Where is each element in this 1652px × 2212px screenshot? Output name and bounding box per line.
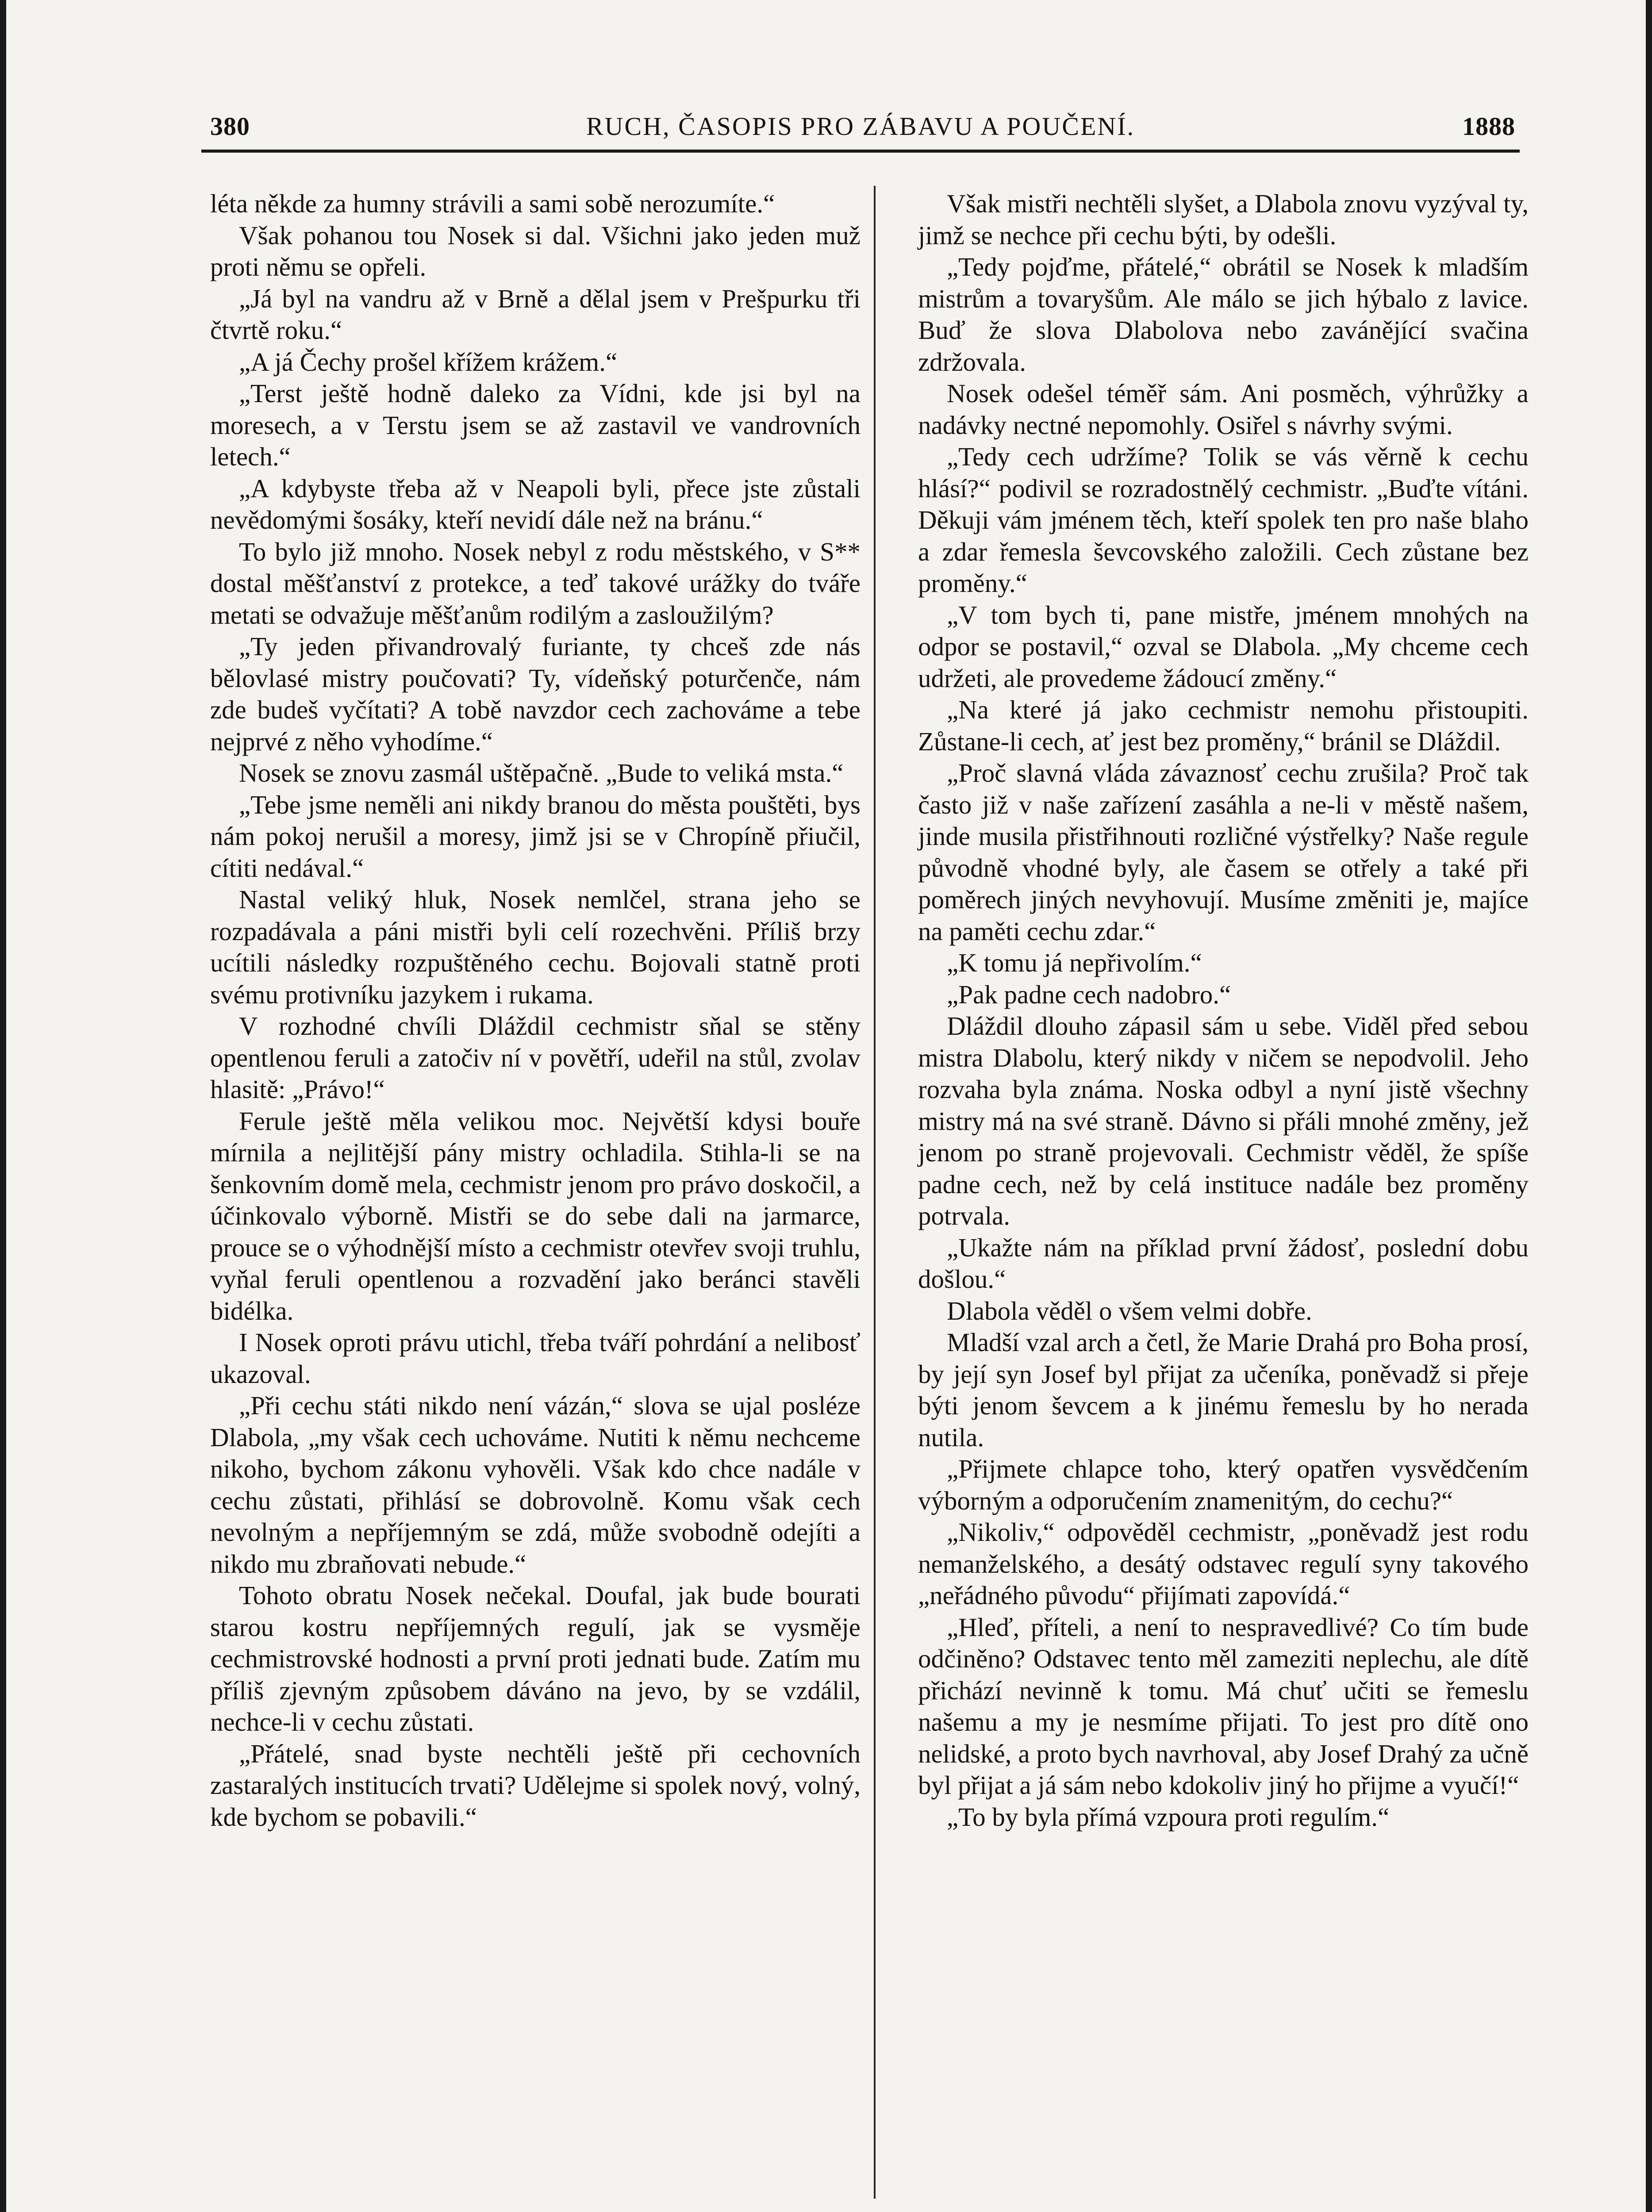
paragraph: I Nosek oproti právu utichl, třeba tváří pohrdání a nelibosť ukazoval. xyxy=(210,1328,861,1389)
paragraph: Ferule ještě měla velikou moc. Největší kdysi bouře mírnila a nejlitější pány mistry ochladila. Stihla-li se na šenkovním domě mela, cechmistr jenom pro právo doskočil, a účinkovalo výborně. Mistři se do sebe dali na jarmarce, prouce se o výhodnější místo a cechmistr otevřev svoji truhlu, vyňal feruli opentlenou a rozvadění jako beránci stavěli bidélka. xyxy=(210,1106,861,1325)
paragraph: „Ukažte nám na příklad první žádosť, poslední dobu došlou.“ xyxy=(918,1233,1529,1294)
paragraph: To bylo již mnoho. Nosek nebyl z rodu městského, v S** dostal měšťanství z protekce, a teď takové urážky do tváře metati se odvažuje měšťanům rodilým a zasloužilým? xyxy=(210,537,861,630)
paragraph: „Proč slavná vláda závaznosť cechu zrušila? Proč tak často již v naše zařízení zasáhla a ne-li v městě našem, jinde musila přistřihnouti rozličné výstřelky? Naše regule původně vhodné byly, ale časem se otřely a také při poměrech jiných nevyhovují. Musíme změniti je, majíce na paměti cechu zdar.“ xyxy=(918,758,1529,946)
paragraph: „A kdybyste třeba až v Neapoli byli, přece jste zůstali nevědomými šosáky, kteří nevidí dále než na bránu.“ xyxy=(210,473,861,534)
page-number: 380 xyxy=(210,112,250,141)
paragraph: „V tom bych ti, pane mistře, jménem mnohých na odpor se postavil,“ ozval se Dlabola. „My chceme cech udržeti, ale provedeme žádoucí změny.“ xyxy=(918,600,1529,693)
paragraph: „K tomu já nepřivolím.“ xyxy=(947,948,1202,977)
paragraph: „Nikoliv,“ odpověděl cechmistr, „poněvadž jest rodu nemanželského, a desátý odstavec regulí syny takového „neřádného původu“ přijímati zapovídá.“ xyxy=(918,1517,1529,1610)
right-column xyxy=(918,188,1529,1833)
paragraph: V rozhodné chvíli Dláždil cechmistr sňal se stěny opentlenou feruli a zatočiv ní v povětří, udeřil na stůl, zvolav hlasitě: „Právo!“ xyxy=(210,1011,861,1104)
paragraph: Nastal veliký hluk, Nosek nemlčel, strana jeho se rozpadávala a páni mistři byli celí rozechvěni. Příliš brzy ucítili následky rozpuštěného cechu. Bojovali statně proti svému protivníku jazykem i rukama. xyxy=(210,885,861,1009)
paragraph: Však pohanou tou Nosek si dal. Všichni jako jeden muž proti němu se opřeli. xyxy=(210,220,861,281)
running-header xyxy=(201,111,1520,160)
paragraph: „Ty jeden přivandrovalý furiante, ty chceš zde nás bělovlasé mistry poučovati? Ty, vídeňský poturčenče, nám zde budeš vyčítati? A tobě navzdor cech zachováme a tebe nejprvé z něho vyhodíme.“ xyxy=(210,632,861,756)
column-divider xyxy=(874,186,876,2199)
paragraph: „Terst ještě hodně daleko za Vídni, kde jsi byl na moresech, a v Terstu jsem se až zastavil ve vandrovních letech.“ xyxy=(210,379,861,471)
paragraph: léta někde za humny strávili a sami sobě nerozumíte.“ xyxy=(210,189,775,218)
paragraph: Dláždil dlouho zápasil sám u sebe. Viděl před sebou mistra Dlabolu, který nikdy v ničem se nepodvolil. Jeho rozvaha byla známa. Noska odbyl a nyní jistě všechny mistry má na své straně. Dávno si přáli mnohé změny, jež jenom po straně projevovali. Cechmistr věděl, že spíše padne cech, než by celá instituce nadále bez proměny potrvala. xyxy=(918,1011,1529,1230)
paragraph: Nosek odešel téměř sám. Ani posměch, výhrůžky a nadávky nectné nepomohly. Osiřel s návrhy svými. xyxy=(918,379,1529,440)
paragraph: „To by byla přímá vzpoura proti regulím.“ xyxy=(947,1802,1390,1832)
paragraph: Nosek se znovu zasmál uštěpačně. „Bude to veliká msta.“ xyxy=(239,758,844,787)
paragraph: Dlabola věděl o všem velmi dobře. xyxy=(947,1296,1312,1325)
paragraph: „Tedy pojďme, přátelé,“ obrátil se Nosek k mladším mistrům a tovaryšům. Ale málo se jich hýbalo z lavice. Buď že slova Dlabolova nebo zavánějící svačina zdržovala. xyxy=(918,252,1529,376)
journal-title: RUCH, ČASOPIS PRO ZÁBAVU A POUČENÍ. xyxy=(586,112,1135,141)
paragraph: „Přijmete chlapce toho, který opatřen vysvědčením výborným a odporučením znamenitým, do cechu?“ xyxy=(918,1454,1529,1515)
paragraph: „A já Čechy prošel křížem krážem.“ xyxy=(239,347,618,376)
paragraph: Však mistři nechtěli slyšet, a Dlabola znovu vyzýval ty, jimž se nechce při cechu býti, by odešli. xyxy=(918,189,1529,250)
paragraph: „Při cechu státi nikdo není vázán,“ slova se ujal posléze Dlabola, „my však cech uchováme. Nutiti k němu nechceme nikoho, bychom zákonu vyhověli. Však kdo chce nadále v cechu zůstati, přihlásí se dobrovolně. Komu však cech nevolným a nepříjemným se zdá, může svobodně odejíti a nikdo mu zbraňovati nebude.“ xyxy=(210,1391,861,1578)
paragraph: „Přátelé, snad byste nechtěli ještě při cechovních zastaralých institucích trvati? Udělejme si spolek nový, volný, kde bychom se pobavili.“ xyxy=(210,1739,861,1832)
paragraph: „Tebe jsme neměli ani nikdy branou do města pouštěti, bys nám pokoj nerušil a moresy, jimž jsi se v Chropíně přiučil, cítiti nedával.“ xyxy=(210,790,861,883)
left-column xyxy=(210,188,861,1833)
paragraph: Tohoto obratu Nosek nečekal. Doufal, jak bude bourati starou kostru nepříjemných regulí, jak se vysměje cechmistrovské hodnosti a první proti jednati bude. Zatím mu příliš zjevným způsobem dáváno na jevo, by se vzdálil, nechce-li v cechu zůstati. xyxy=(210,1581,861,1736)
paragraph: „Tedy cech udržíme? Tolik se vás věrně k cechu hlásí?“ podivil se rozradostnělý cechmistr. „Buďte vítáni. Děkuji vám jménem těch, kteří spolek ten pro naše blaho a zdar řemesla ševcovského založili. Cech zůstane bez proměny.“ xyxy=(918,442,1529,598)
paragraph: „Hleď, příteli, a není to nespravedlivé? Co tím bude odčiněno? Odstavec tento měl zameziti neplechu, ale dítě přichází nevinně k tomu. Má chuť učiti se řemeslu našemu a my je nesmíme přijati. To jest pro dítě ono nelidské, a proto bych navrhoval, aby Josef Drahý za učně byl přijat a já sám nebo kdokoliv jiný ho přijme a vyučí!“ xyxy=(918,1612,1529,1800)
header-rule xyxy=(201,150,1520,153)
paragraph: „Já byl na vandru až v Brně a dělal jsem v Prešpurku tři čtvrtě roku.“ xyxy=(210,284,861,345)
paragraph: „Na které já jako cechmistr nemohu přistoupiti. Zůstane-li cech, ať jest bez proměny,“ bránil se Dláždil. xyxy=(918,695,1529,756)
paragraph: „Pak padne cech nadobro.“ xyxy=(947,979,1231,1009)
year: 1888 xyxy=(1462,112,1515,141)
paragraph: Mladší vzal arch a četl, že Marie Drahá pro Boha prosí, by její syn Josef byl přijat za učeníka, poněvadž si přeje býti jenom ševcem a k jinému řemeslu by ho nerada nutila. xyxy=(918,1328,1529,1452)
